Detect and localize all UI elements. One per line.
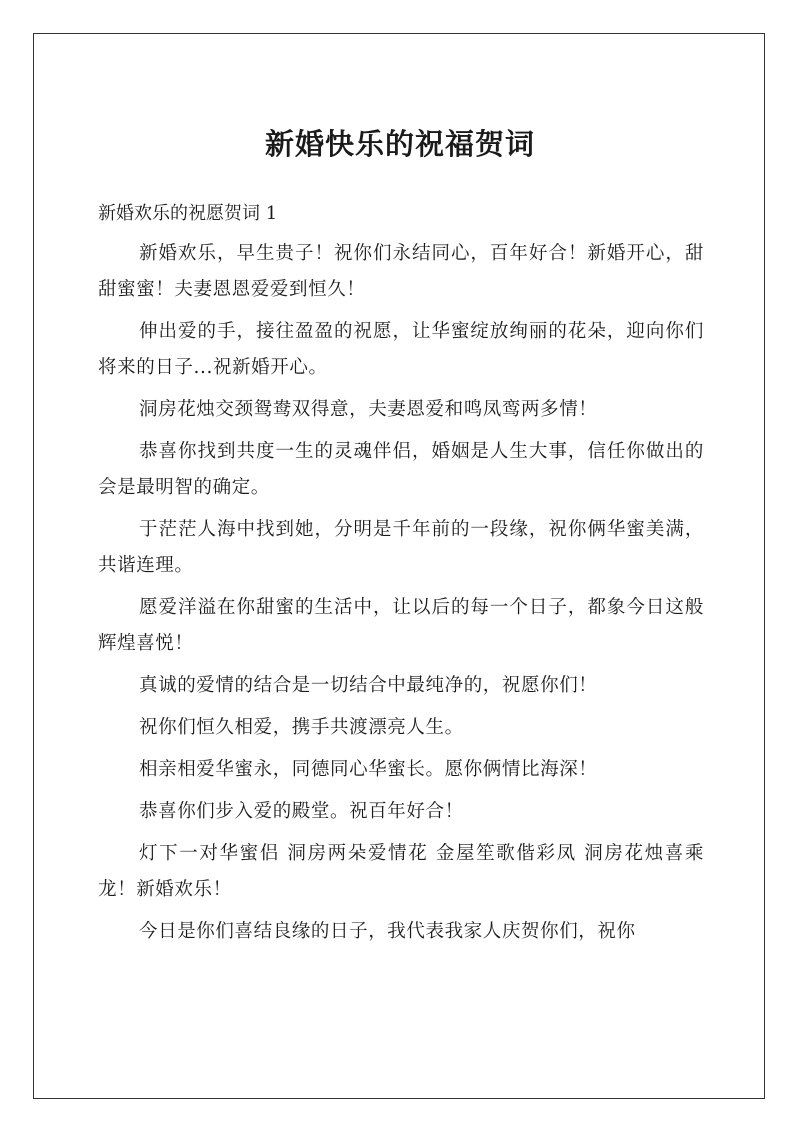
- paragraph-6: 愿爱洋溢在你甜蜜的生活中，让以后的每一个日子，都象今日这般辉煌喜悦！: [98, 597, 704, 654]
- paragraph-9: 相亲相爱华蜜永，同德同心华蜜长。愿你俩情比海深！: [139, 759, 598, 780]
- paragraph-3: 洞房花烛交颈鸳鸯双得意，夫妻恩爱和鸣凤鸾两多情！: [139, 399, 598, 420]
- paragraph-4: 恭喜你找到共度一生的灵魂伴侣，婚姻是人生大事，信任你做出的会是最明智的确定。: [98, 441, 704, 498]
- paragraph-7: 真诚的爱情的结合是一切结合中最纯净的，祝愿你们！: [139, 675, 598, 696]
- document-title: 新婚快乐的祝福贺词: [264, 127, 535, 161]
- document-body: [98, 200, 704, 956]
- paragraph-11: 灯下一对华蜜侣 洞房两朵爱情花 金屋笙歌偕彩凤 洞房花烛喜乘龙！新婚欢乐！: [98, 843, 704, 900]
- paragraph-5: 于茫茫人海中找到她，分明是千年前的一段缘，祝你俩华蜜美满，共谐连理。: [98, 519, 704, 576]
- paragraph-12: 今日是你们喜结良缘的日子，我代表我家人庆贺你们，祝你: [139, 921, 636, 942]
- paragraph-8: 祝你们恒久相爱，携手共渡漂亮人生。: [139, 717, 464, 738]
- paragraph-10: 恭喜你们步入爱的殿堂。祝百年好合！: [139, 801, 464, 822]
- paragraph-2: 伸出爱的手，接往盈盈的祝愿，让华蜜绽放绚丽的花朵，迎向你们将来的日子...祝新婚开心。: [98, 321, 704, 378]
- section-subtitle: 新婚欢乐的祝愿贺词 1: [98, 203, 278, 224]
- paragraph-1: 新婚欢乐，早生贵子！祝你们永结同心，百年好合！新婚开心，甜甜蜜蜜！夫妻恩恩爱爱到恒久！: [98, 243, 704, 300]
